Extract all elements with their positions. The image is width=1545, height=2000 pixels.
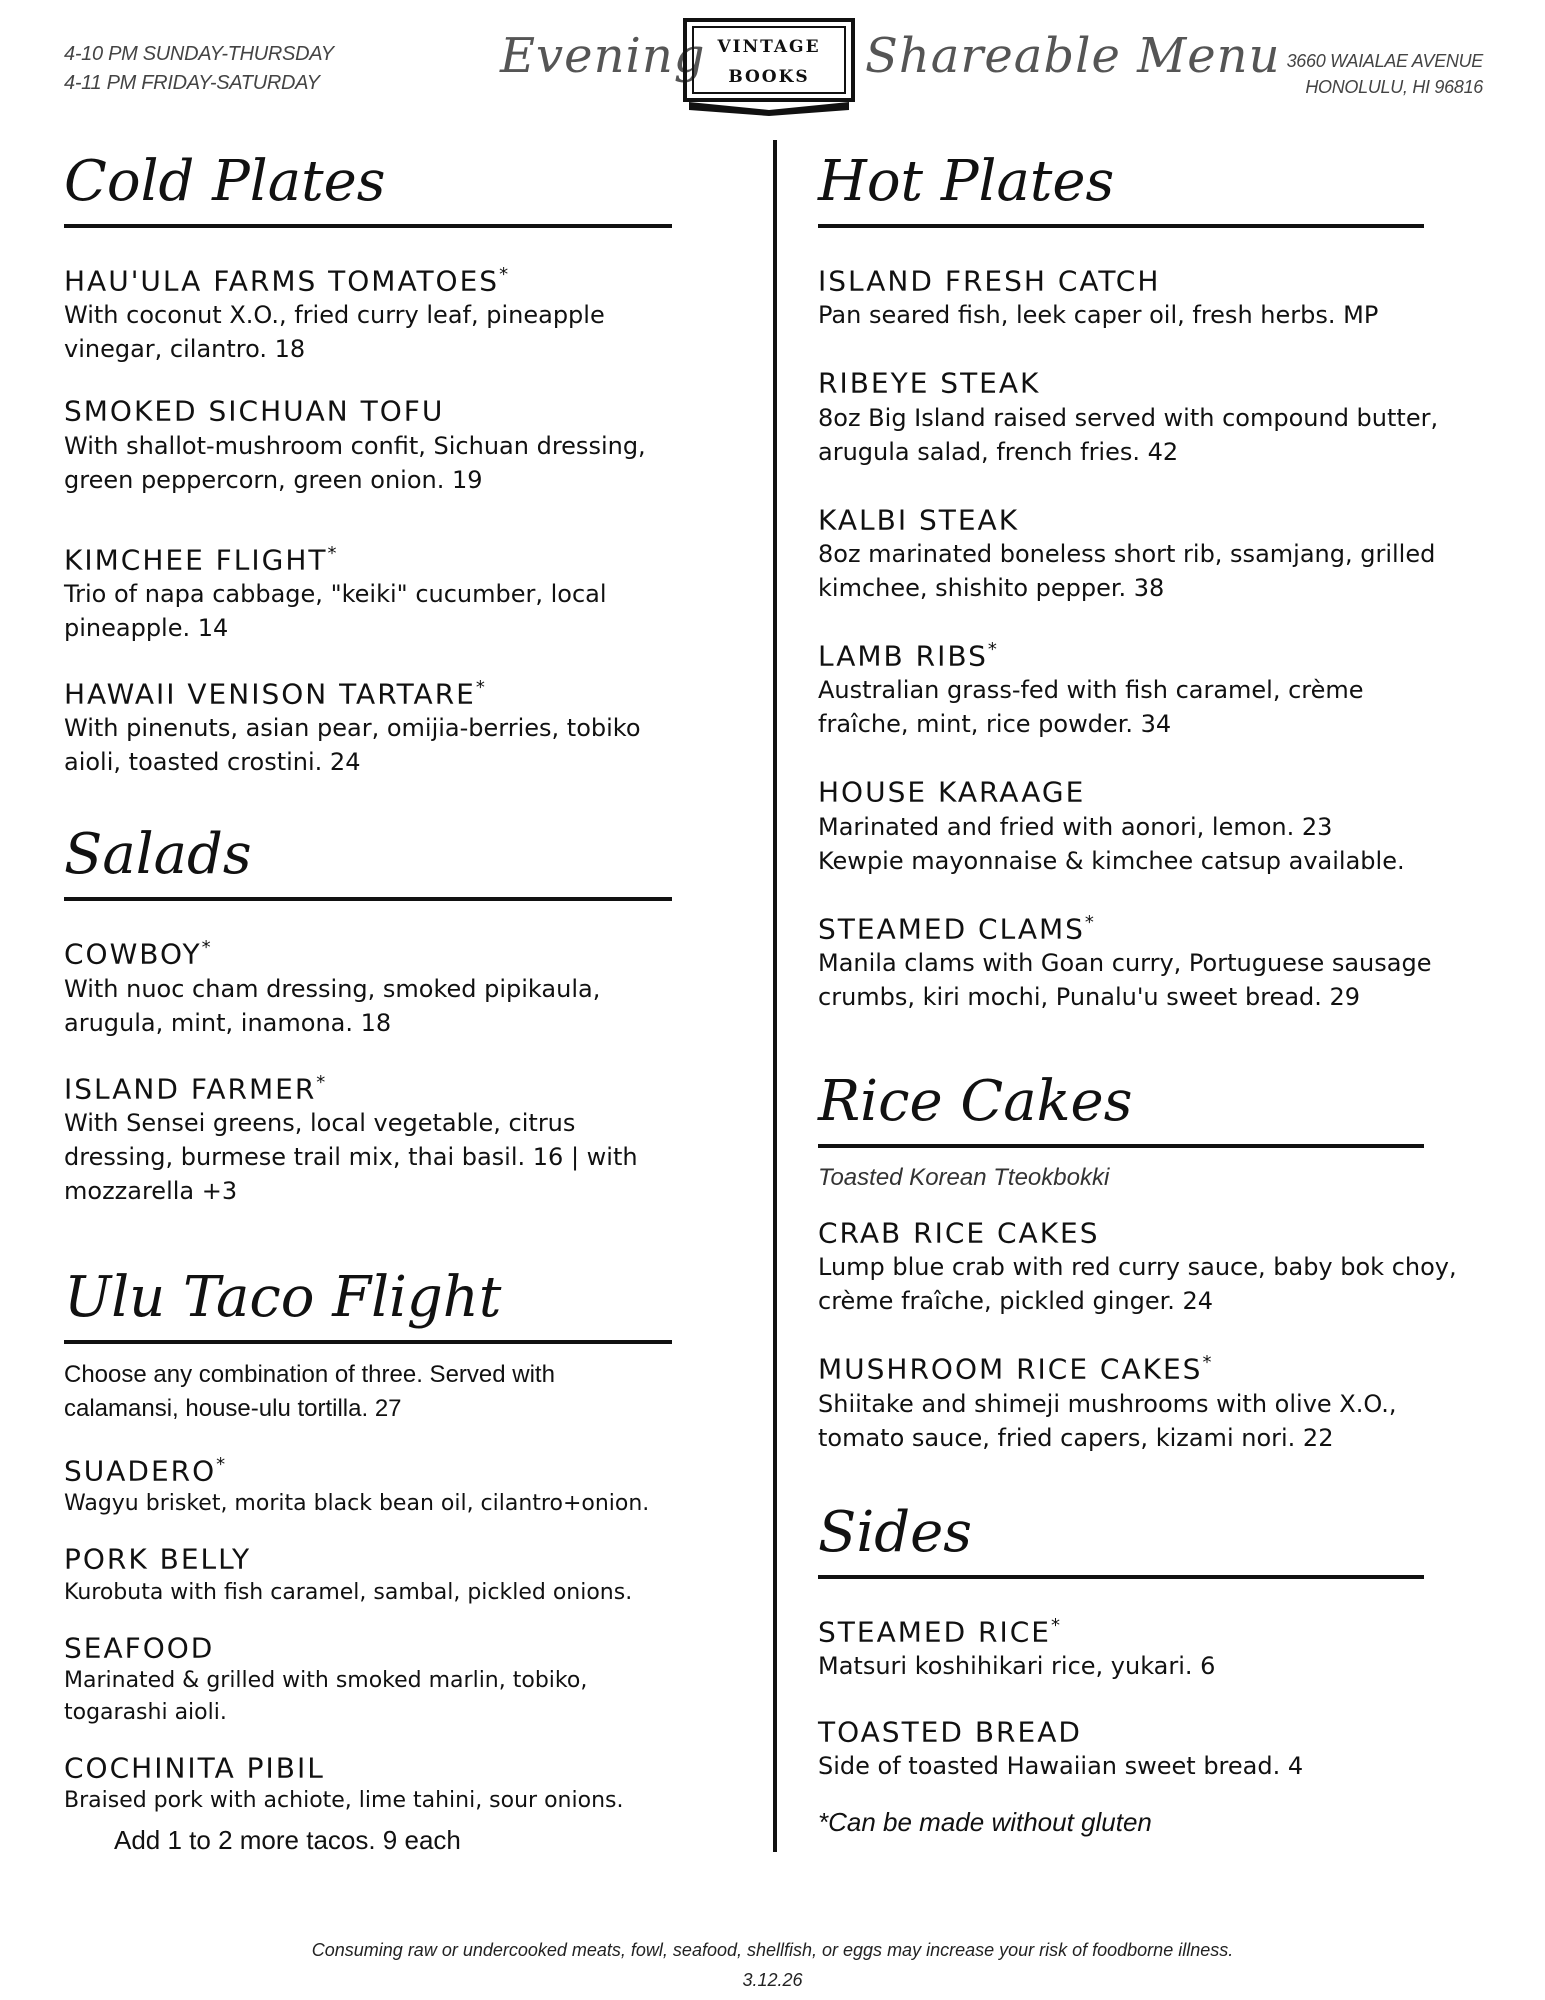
item-description: With coconut X.O., fried curry leaf, pineapple vinegar, cilantro. 18: [64, 301, 605, 364]
menu-item: [64, 671, 674, 779]
taco-addon: Add 1 to 2 more tacos. 9 each: [114, 1825, 461, 1856]
item-description: Matsuri koshihikari rice, yukari. 6: [818, 1651, 1216, 1680]
menu-item: [818, 1609, 1458, 1683]
item-name: HAWAII VENISON TARTARE: [64, 677, 476, 711]
gluten-free-mark: *: [1084, 911, 1094, 933]
gluten-free-mark: *: [1051, 1614, 1060, 1636]
gluten-free-mark: *: [1202, 1352, 1212, 1374]
logo-text: [712, 32, 826, 92]
section-rule: [818, 1144, 1424, 1148]
item-name: STEAMED CLAMS: [818, 911, 1085, 945]
rice-cakes-subtitle: Toasted Korean Tteokbokki: [818, 1163, 1110, 1191]
menu-item: [818, 769, 1458, 877]
item-name: LAMB RIBS: [818, 639, 988, 673]
item-name: KALBI STEAK: [818, 502, 1020, 536]
gluten-free-mark: *: [475, 676, 485, 698]
gluten-free-mark: *: [201, 937, 211, 959]
hours-weekday: 4-10 PM SUNDAY-THURSDAY: [64, 43, 334, 65]
menu-item: [64, 1745, 674, 1817]
gluten-free-mark: *: [327, 542, 337, 564]
section-rule: [64, 224, 672, 228]
item-description: Shiitake and shimeji mushrooms with olive X.O., tomato sauce, fried capers, kizami nori. 22: [818, 1389, 1397, 1452]
item-name: SEAFOOD: [64, 1630, 215, 1664]
menu-item: [64, 931, 674, 1039]
address-street: 3660 WAIALAE AVENUE: [1286, 51, 1483, 71]
menu-item: [818, 1346, 1458, 1454]
salads-title: Salads: [64, 822, 252, 888]
menu-item: [818, 1709, 1458, 1783]
script-evening: Evening: [500, 28, 706, 84]
item-name: KIMCHEE FLIGHT: [64, 542, 328, 576]
gluten-free-mark: *: [316, 1071, 326, 1093]
item-name: COCHINITA PIBIL: [64, 1751, 325, 1785]
hot-plates-title: Hot Plates: [818, 149, 1115, 214]
section-rule: [64, 1340, 672, 1344]
item-name: RIBEYE STEAK: [818, 366, 1041, 400]
menu-item: [818, 258, 1458, 332]
item-name: HAU'ULA FARMS TOMATOES: [64, 264, 500, 298]
item-description: Manila clams with Goan curry, Portuguese sausage crumbs, kiri mochi, Punalu'u sweet bread. 29: [818, 948, 1432, 1011]
item-description: With pinenuts, asian pear, omijia-berries, tobiko aioli, toasted crostini. 24: [64, 714, 641, 777]
section-rule: [818, 224, 1424, 228]
food-safety-disclaimer: Consuming raw or undercooked meats, fowl, seafood, shellfish, or eggs may increase your risk of foodborne illness.: [311, 1940, 1234, 1960]
item-description: Australian grass-fed with fish caramel, crème fraîche, mint, rice powder. 34: [818, 676, 1364, 739]
gluten-free-mark: *: [216, 1453, 226, 1475]
section-rule: [818, 1575, 1424, 1579]
item-description: With shallot-mushroom confit, Sichuan dressing, green peppercorn, green onion. 19: [64, 431, 646, 494]
item-name: STEAMED RICE: [818, 1614, 1051, 1648]
menu-item: [818, 360, 1458, 468]
gluten-free-mark: *: [499, 264, 509, 285]
taco-flight-intro: Choose any combination of three. Served with calamansi, house-ulu tortilla. 27: [64, 1360, 555, 1422]
menu-item: [818, 1210, 1458, 1318]
item-description: Marinated and fried with aonori, lemon. 23 Kewpie mayonnaise & kimchee catsup available.: [818, 812, 1405, 875]
item-description: Lump blue crab with red curry sauce, baby bok choy, crème fraîche, pickled ginger. 24: [818, 1253, 1457, 1316]
menu-item: [818, 497, 1458, 605]
item-name: MUSHROOM RICE CAKES: [818, 1352, 1203, 1386]
item-description: Side of toasted Hawaiian sweet bread. 4: [818, 1752, 1304, 1781]
section-rule: [64, 897, 672, 901]
item-name: HOUSE KARAAGE: [818, 775, 1086, 809]
item-description: Pan seared fish, leek caper oil, fresh herbs. MP: [818, 301, 1379, 330]
item-description: Marinated & grilled with smoked marlin, tobiko, togarashi aioli.: [64, 1667, 588, 1725]
column-divider: [773, 140, 777, 1852]
cold-plates-title: Cold Plates: [64, 149, 386, 214]
gluten-free-mark: *: [987, 638, 997, 660]
menu-item: [64, 258, 674, 366]
menu-item: [64, 1448, 674, 1520]
item-name: ISLAND FARMER: [64, 1071, 317, 1105]
taco-flight-title: Ulu Taco Flight: [64, 1264, 502, 1330]
logo-line-books: BOOKS: [728, 67, 810, 87]
hours-weekend: 4-11 PM FRIDAY-SATURDAY: [64, 72, 320, 94]
right-column: [818, 140, 1458, 1838]
rice-cakes-title: Rice Cakes: [818, 1068, 1133, 1134]
left-column: [64, 140, 674, 1856]
item-name: SMOKED SICHUAN TOFU: [64, 394, 445, 428]
menu-date: 3.12.26: [742, 1970, 803, 1990]
item-description: 8oz Big Island raised served with compound butter, arugula salad, french fries. 42: [818, 403, 1439, 466]
gluten-footnote: *Can be made without gluten: [818, 1807, 1152, 1838]
item-name: COWBOY: [64, 937, 202, 971]
menu-item: [64, 537, 674, 645]
menu-item: [64, 388, 674, 496]
item-description: Braised pork with achiote, lime tahini, sour onions.: [64, 1788, 624, 1814]
item-description: 8oz marinated boneless short rib, ssamjang, grilled kimchee, shishito pepper. 38: [818, 539, 1436, 602]
menu-item: [64, 1066, 674, 1208]
menu-item: [818, 906, 1458, 1014]
item-name: PORK BELLY: [64, 1542, 252, 1576]
item-description: Kurobuta with fish caramel, sambal, pickled onions.: [64, 1579, 633, 1605]
address: [1223, 48, 1483, 100]
menu-item: [64, 1536, 674, 1608]
item-name: ISLAND FRESH CATCH: [818, 264, 1161, 298]
item-description: Trio of napa cabbage, "keiki" cucumber, local pineapple. 14: [64, 579, 607, 642]
sides-title: Sides: [818, 1499, 972, 1565]
item-description: With Sensei greens, local vegetable, citrus dressing, burmese trail mix, thai basil. 16 | with mozzarella +3: [64, 1108, 638, 1205]
logo-line-vintage: VINTAGE: [717, 37, 821, 57]
script-shareable-menu: Shareable Menu: [865, 28, 1281, 84]
address-city: HONOLULU, HI 96816: [1305, 77, 1483, 97]
item-description: Wagyu brisket, morita black bean oil, cilantro+onion.: [64, 1491, 650, 1517]
item-description: With nuoc cham dressing, smoked pipikaula, arugula, mint, inamona. 18: [64, 974, 601, 1037]
item-name: SUADERO: [64, 1454, 217, 1488]
item-name: CRAB RICE CAKES: [818, 1216, 1100, 1250]
hours: [64, 40, 404, 98]
menu-item: [64, 1625, 674, 1729]
item-name: TOASTED BREAD: [818, 1715, 1082, 1749]
menu-item: [818, 633, 1458, 741]
